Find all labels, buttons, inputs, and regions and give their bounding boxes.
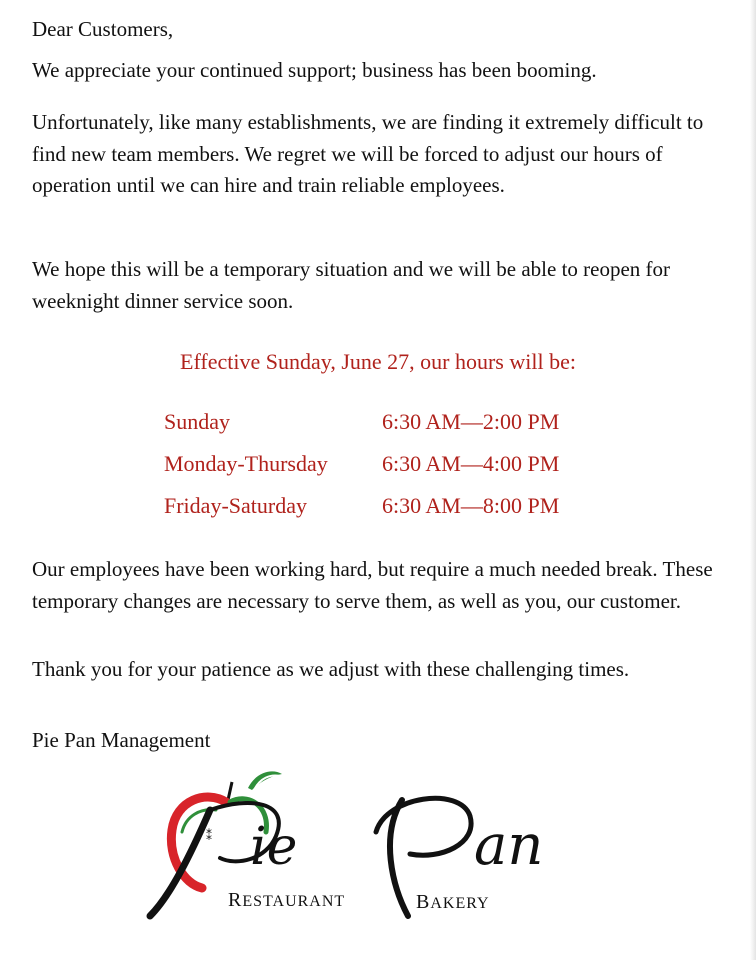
apple-leaf-icon (248, 771, 282, 790)
apple-stem-icon (228, 782, 232, 800)
pie-pan-logo (140, 766, 620, 926)
paragraph-temporary: We hope this will be a temporary situation and we will be able to reopen for weeknight dinner service soon. (32, 257, 671, 313)
paragraph-staffing: Unfortunately, like many establishments, we are finding it extremely difficult to find new team members. We regret we will be forced to adjust our hours of operation until we can hire and train reliable employees. (32, 110, 704, 197)
hours-day: Monday-Thursday (164, 451, 328, 476)
hours-day: Friday-Saturday (164, 493, 307, 518)
logo-bakery-label: BAKERY (416, 891, 490, 913)
hours-time: 6:30 AM—8:00 PM (382, 493, 560, 518)
signoff: Pie Pan Management (32, 728, 211, 752)
script-pan-p-icon (390, 800, 408, 916)
hours-time: 6:30 AM—2:00 PM (382, 409, 560, 434)
logo-word-an: an (474, 813, 544, 878)
page-edge-shadow (750, 0, 756, 960)
paragraph-thanks: Thank you for your patience as we adjust with these challenging times. (32, 657, 630, 681)
hours-day: Sunday (164, 409, 230, 434)
paragraph-employees: Our employees have been working hard, but require a much needed break. These temporary changes are necessary to serve them, as well as you, our customer. (32, 557, 713, 613)
logo-word-ie: ie (250, 817, 298, 877)
logo-restaurant-label: RESTAURANT (228, 889, 346, 911)
effective-date-heading: Effective Sunday, June 27, our hours will be: (180, 349, 576, 374)
hours-time: 6:30 AM—4:00 PM (382, 451, 560, 476)
svg-text:⁑: ⁑ (206, 829, 212, 843)
paragraph-appreciation: We appreciate your continued support; business has been booming. (32, 58, 597, 82)
greeting: Dear Customers, (32, 17, 174, 41)
